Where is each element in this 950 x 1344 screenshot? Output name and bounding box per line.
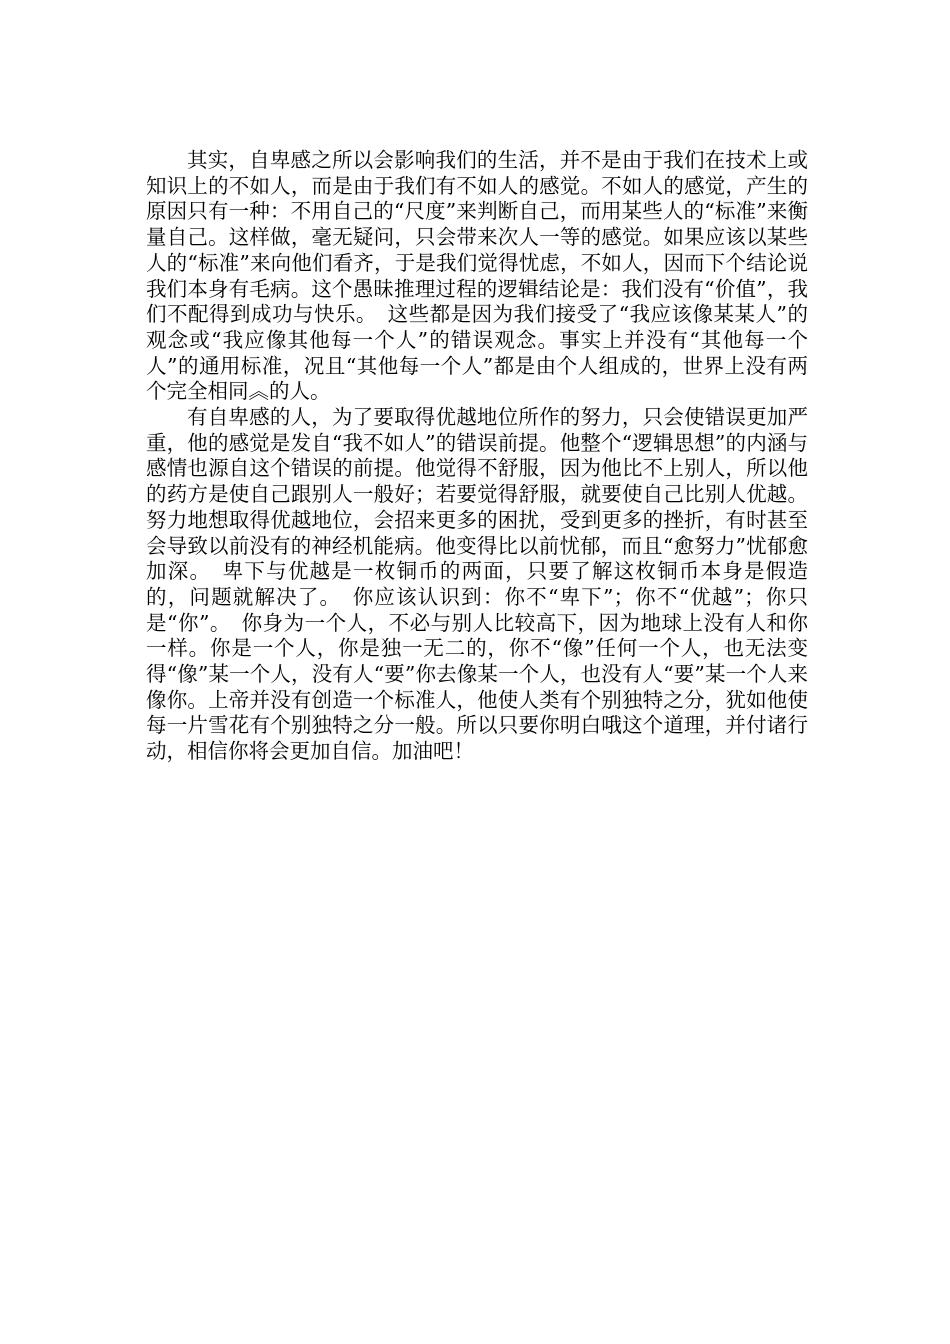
- document-body: [146, 148, 808, 765]
- paragraph-2: 有自卑感的人，为了要取得优越地位所作的努力，只会使错误更加严重，他的感觉是发自“我不如人”的错误前提。他整个“逻辑思想”的内涵与感情也源自这个错误的前提。他觉得不舒服，因为他比不上别人，所以他的药方是使自己跟别人一般好；若要觉得舒服，就要使自己比别人优越。努力地想取得优越地位，会招来更多的困扰，受到更多的挫折，有时甚至会导致以前没有的神经机能病。他变得比以前忧郁，而且“愈努力”忧郁愈加深。 卑下与优越是一枚铜币的两面，只要了解这枚铜币本身是假造的，问题就解决了。 你应该认识到：你不“卑下”；你不“优越”；你只是“你”。 你身为一个人，不必与别人比较高下，因为地球上没有人和你一样。你是一个人，你是独一无二的，你不“像”任何一个人，也无法变得“像”某一个人，没有人“要”你去像某一个人，也没有人“要”某一个人来像你。上帝并没有创造一个标准人，他使人类有个别独特之分，犹如他使每一片雪花有个别独特之分一般。所以只要你明白哦这个道理，并付诸行动，相信你将会更加自信。加油吧！: [146, 405, 808, 764]
- paragraph-1: 其实，自卑感之所以会影响我们的生活，并不是由于我们在技术上或知识上的不如人，而是由于我们有不如人的感觉。不如人的感觉，产生的原因只有一种：不用自己的“尺度”来判断自己，而用某些人的“标准”来衡量自己。这样做，毫无疑问，只会带来次人一等的感觉。如果应该以某些人的“标准”来向他们看齐，于是我们觉得忧虑，不如人，因而下个结论说我们本身有毛病。这个愚昧推理过程的逻辑结论是：我们没有“价值”，我们不配得到成功与快乐。 这些都是因为我们接受了“我应该像某某人”的观念或“我应像其他每一个人”的错误观念。事实上并没有“其他每一个人”的通用标准，况且“其他每一个人”都是由个人组成的，世界上没有两个完全相同︽的人。: [146, 148, 808, 404]
